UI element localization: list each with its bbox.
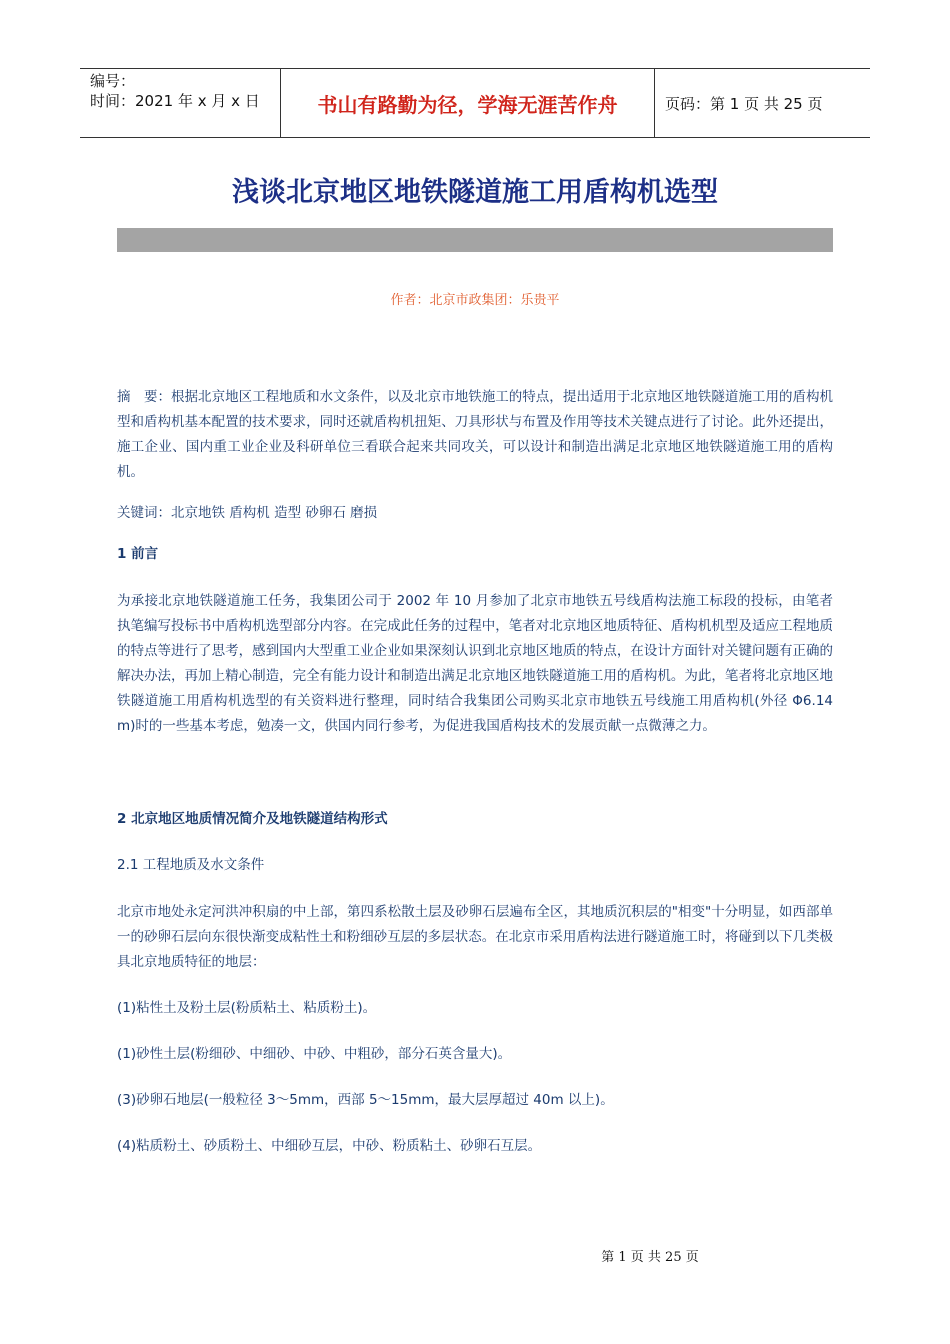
author-line: 作者：北京市政集团：乐贵平 xyxy=(390,293,560,308)
header-page-info: 页码：第 1 页 共 25 页 xyxy=(665,94,823,113)
section-2-1-heading: 2.1 工程地质及水文条件 xyxy=(117,857,265,873)
list-item: (1)砂性土层(粉细砂、中细砂、中砂、中粗砂，部分石英含量大)。 xyxy=(117,1046,512,1062)
title-divider-bar xyxy=(117,228,833,252)
header-table xyxy=(80,68,870,138)
list-item: (4)粘质粉土、砂质粉土、中细砂互层，中砂、粉质粘土、砂卵石互层。 xyxy=(117,1138,542,1154)
list-item: (1)粘性土及粉土层(粉质粘土、粘质粉土)。 xyxy=(117,1000,377,1016)
section-1-heading: 1 前言 xyxy=(117,546,159,562)
time-label: 时间：2021 年 x 月 x 日 xyxy=(90,92,260,110)
serial-label: 编号： xyxy=(90,72,136,90)
document-title: 浅谈北京地区地铁隧道施工用盾构机选型 xyxy=(232,177,718,208)
section-2-heading: 2 北京地区地质情况简介及地铁隧道结构形式 xyxy=(117,811,388,827)
abstract: 摘 要：根据北京地区工程地质和水文条件，以及北京市地铁施工的特点，提出适用于北京地区地铁隧道施工用的盾构机型和盾构机基本配置的技术要求，同时还就盾构机扭矩、刀具形状与布置及作用等技术关键点进行了讨论。此外还提出，施工企业、国内重工业企业及科研单位三看联合起来共同攻关，可以设计和制造出满足北京地区地铁隧道施工用的盾构机。 xyxy=(117,389,833,480)
header-motto: 书山有路勤为径，学海无涯苦作舟 xyxy=(281,69,655,137)
header-left-cell xyxy=(80,69,281,137)
section-2-1-text: 北京市地处永定河洪冲积扇的中上部，第四系松散土层及砂卵石层遍布全区，其地质沉积层的"相变"十分明显，如西部单一的砂卵石层向东很快渐变成粘性土和粉细砂互层的多层状态。在北京市采用盾构法进行隧道施工时，将碰到以下几类极具北京地质特征的地层： xyxy=(117,904,833,970)
keywords: 关键词：北京地铁 盾构机 造型 砂卵石 磨损 xyxy=(117,505,378,521)
list-item: (3)砂卵石地层(一般粒径 3～5mm，西部 5～15mm，最大层厚超过 40m 以上)。 xyxy=(117,1092,614,1108)
page-footer: 第 1 页 共 25 页 xyxy=(601,1250,699,1265)
document-body xyxy=(117,385,833,1159)
section-1-text: 为承接北京地铁隧道施工任务，我集团公司于 2002 年 10 月参加了北京市地铁五号线盾构法施工标段的投标，由笔者执笔编写投标书中盾构机选型部分内容。在完成此任务的过程中，笔者对北京地区地质特征、盾构机机型及适应工程地质的特点等进行了思考，感到国内大型重工业企业如果深刻认识到北京地区地质的特点，在设计方面针对关键问题有正确的解决办法，再加上精心制造，完全有能力设计和制造出满足北京地区地铁隧道施工用的盾构机。为此，笔者将北京地区地铁隧道施工用盾构机选型的有关资料进行整理，同时结合我集团公司购买北京市地铁五号线施工用盾构机(外径 Φ6.14 m)时的一些基本考虑，勉凑一文，供国内同行参考，为促进我国盾构技术的发展贡献一点微薄之力。 xyxy=(117,593,833,734)
